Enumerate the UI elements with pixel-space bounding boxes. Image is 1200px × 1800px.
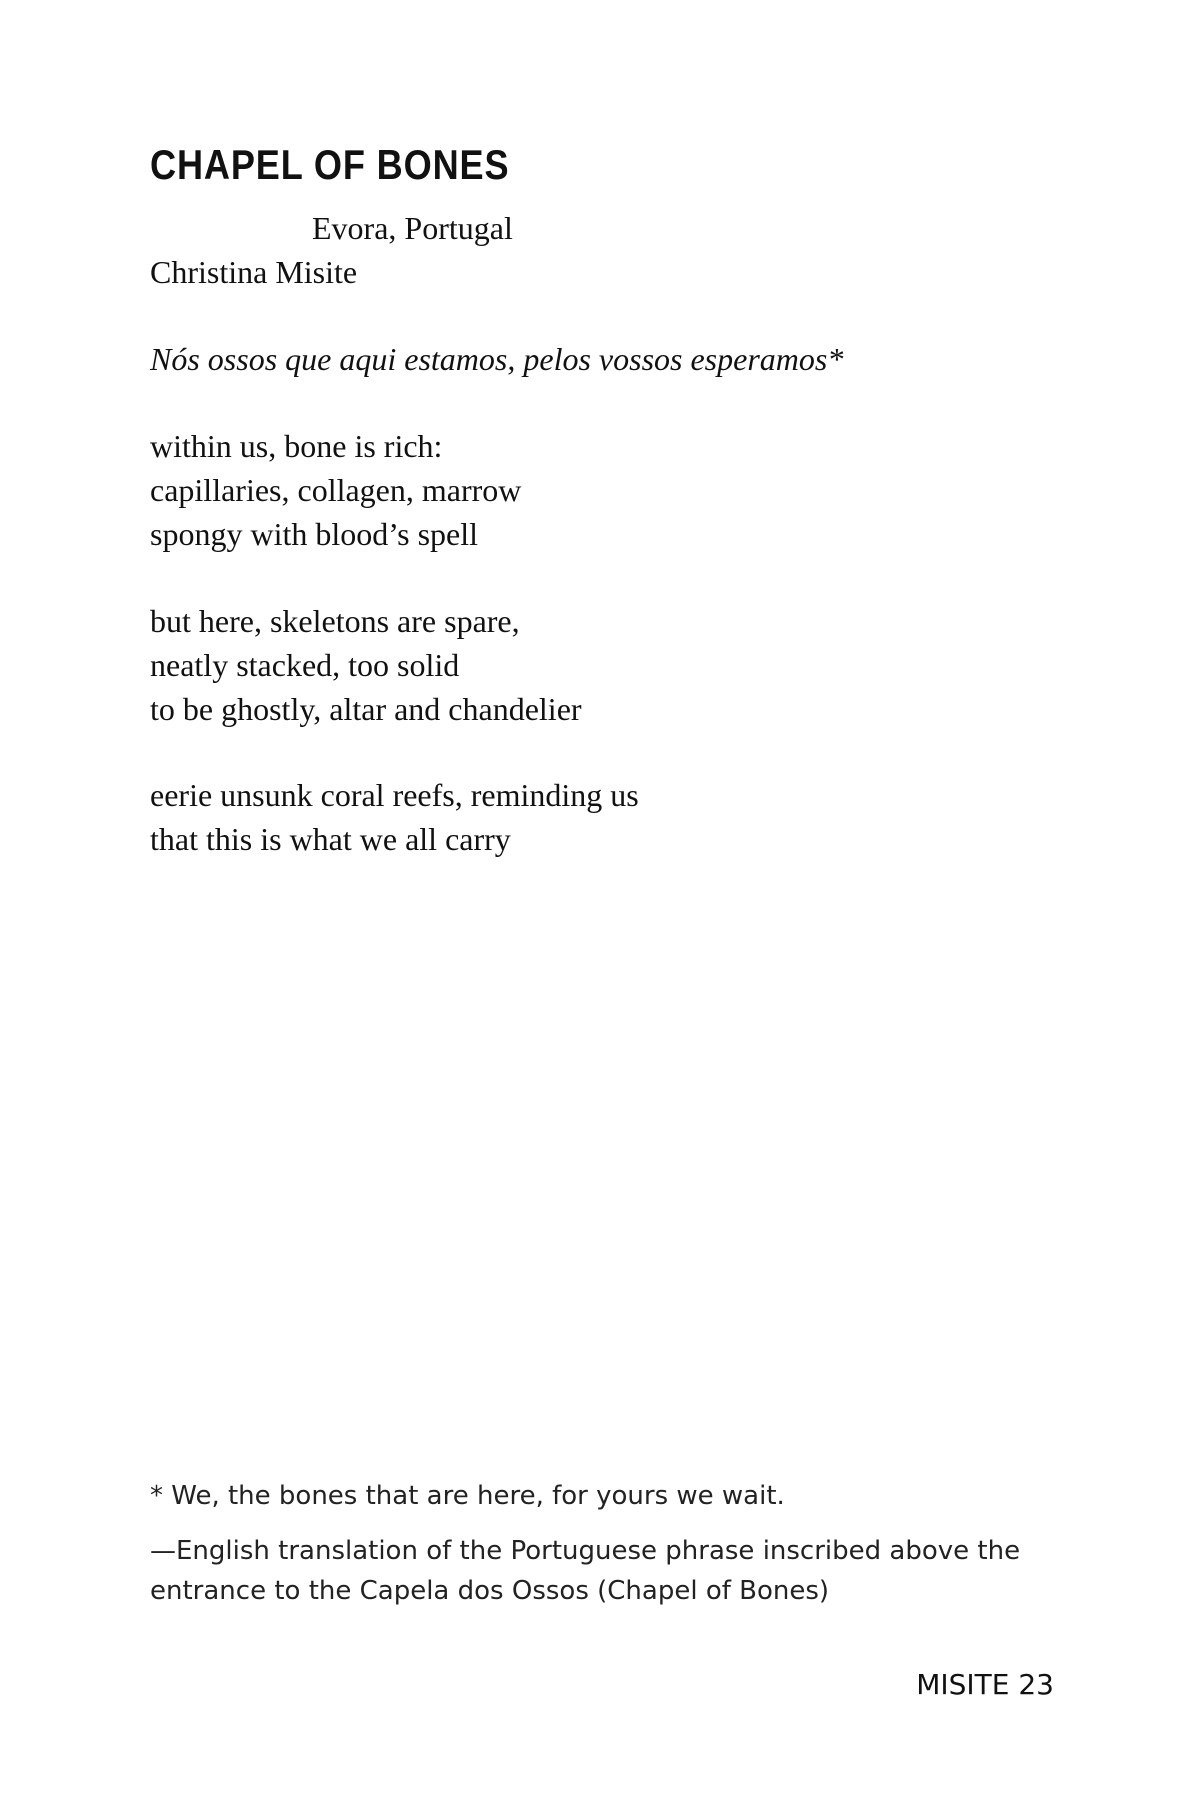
footnote-source-line: entrance to the Capela dos Ossos (Chapel of Bones) bbox=[150, 1576, 830, 1606]
footnote-source bbox=[150, 1531, 1020, 1611]
poem-location: Evora, Portugal bbox=[312, 210, 513, 246]
poem-author: Christina Misite bbox=[150, 254, 358, 290]
stanza-1 bbox=[150, 424, 521, 556]
poem-epigraph: Nós ossos que aqui estamos, pelos vossos esperamos* bbox=[150, 341, 844, 377]
stanza-line: spongy with blood’s spell bbox=[150, 516, 479, 552]
stanza-line: eerie unsunk coral reefs, reminding us bbox=[150, 777, 639, 813]
page-number: MISITE 23 bbox=[916, 1668, 1054, 1701]
poem-title: CHAPEL OF BONES bbox=[150, 141, 510, 188]
stanza-line: capillaries, collagen, marrow bbox=[150, 472, 522, 508]
stanza-line: that this is what we all carry bbox=[150, 821, 511, 857]
stanza-line: to be ghostly, altar and chandelier bbox=[150, 691, 582, 727]
stanza-2 bbox=[150, 599, 582, 731]
stanza-3 bbox=[150, 773, 639, 861]
stanza-line: neatly stacked, too solid bbox=[150, 647, 460, 683]
footnote-translation: * We, the bones that are here, for yours we wait. bbox=[150, 1481, 785, 1511]
stanza-line: within us, bone is rich: bbox=[150, 428, 443, 464]
footnote-source-line: —English translation of the Portuguese phrase inscribed above the bbox=[150, 1536, 1021, 1566]
stanza-line: but here, skeletons are spare, bbox=[150, 603, 520, 639]
